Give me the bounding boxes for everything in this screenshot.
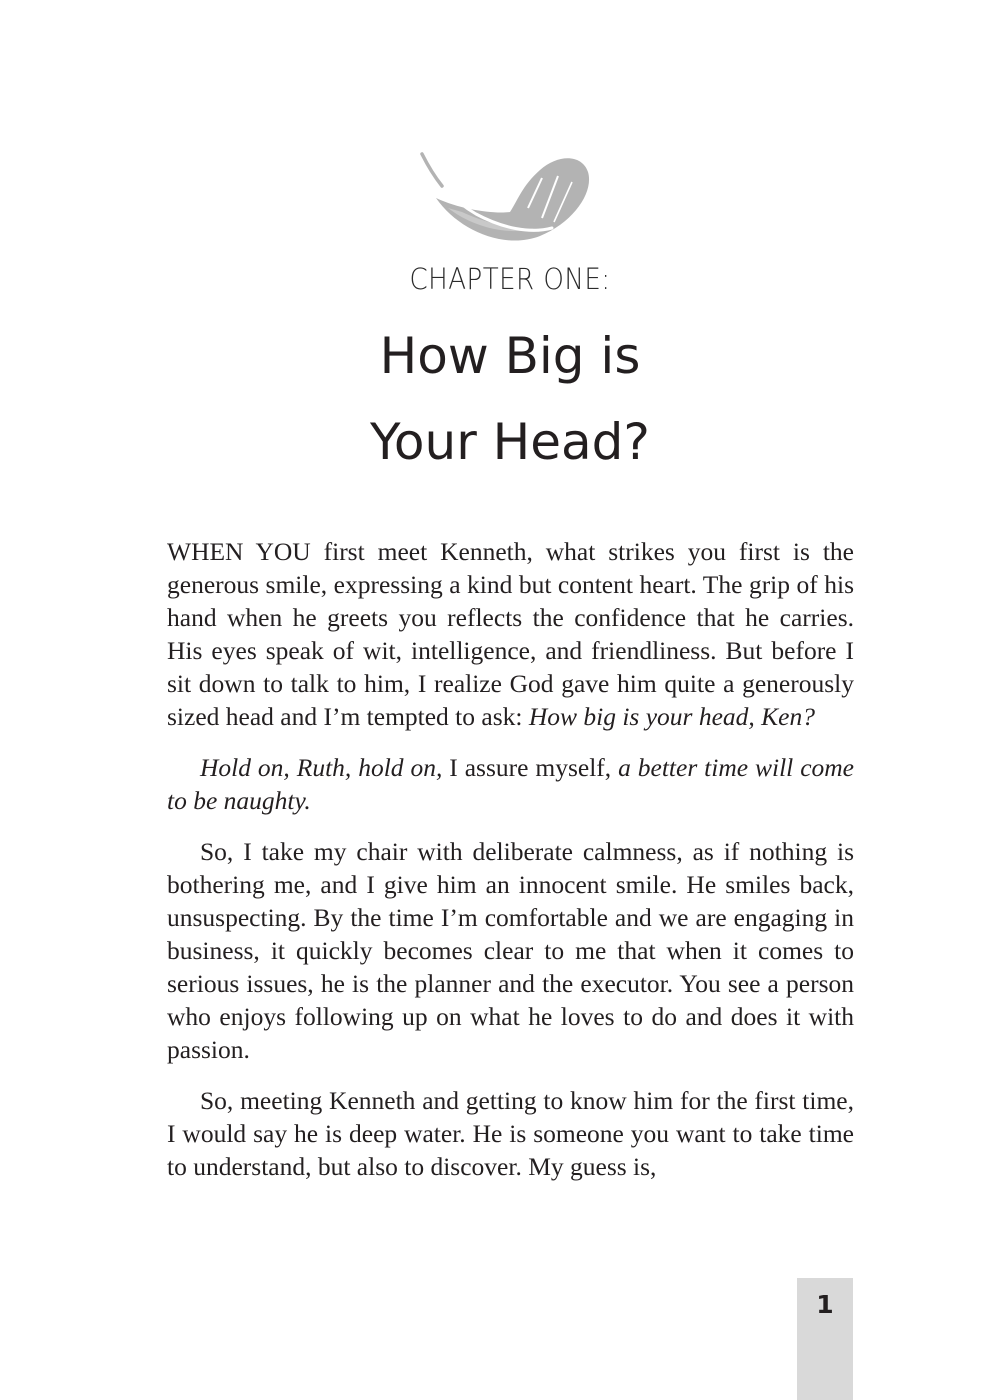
paragraph-2-italic-1: Hold on, Ruth, hold on, bbox=[200, 753, 443, 782]
page-number: 1 bbox=[816, 1290, 834, 1319]
chapter-title-line1: How Big is bbox=[379, 327, 641, 385]
feather-icon bbox=[418, 152, 594, 246]
paragraph-1-text: WHEN YOU first meet Kenneth, what strikes you first is the generous smile, expressing a kind but content heart. The grip of his hand when he greets you reflects the confidence that he carries. His eyes speak of wit, intelligence, and friendliness. But before I sit down to talk to him, I realize God gave him quite a generously sized head and I’m tempted to ask: bbox=[167, 537, 854, 731]
page-number-tab bbox=[797, 1278, 853, 1400]
chapter-label: CHAPTER ONE: bbox=[409, 262, 611, 296]
paragraph-4: So, meeting Kenneth and getting to know him for the first time, I would say he is deep water. He is someone you want to take time to understand, but also to discover. My guess is, bbox=[167, 1086, 854, 1181]
chapter-body bbox=[167, 535, 854, 1201]
paragraph-3: So, I take my chair with deliberate calmness, as if nothing is bothering me, and I give him an innocent smile. He smiles back, unsuspecting. By the time I’m comfortable and we are engaging in business, it quickly becomes clear to me that when it comes to serious issues, he is the planner and the executor. You see a person who enjoys following up on what he loves to do and does it with passion. bbox=[167, 837, 854, 1064]
paragraph-2-italic-2: a better time will come to be naughty. bbox=[167, 753, 854, 815]
paragraph-1-italic: How big is your head, Ken? bbox=[528, 702, 815, 731]
chapter-title bbox=[0, 313, 987, 485]
paragraph-2 bbox=[167, 751, 854, 817]
paragraph-2-text: I assure myself, bbox=[442, 753, 619, 782]
chapter-title-line2: Your Head? bbox=[370, 413, 650, 471]
paragraph-1 bbox=[167, 535, 854, 733]
